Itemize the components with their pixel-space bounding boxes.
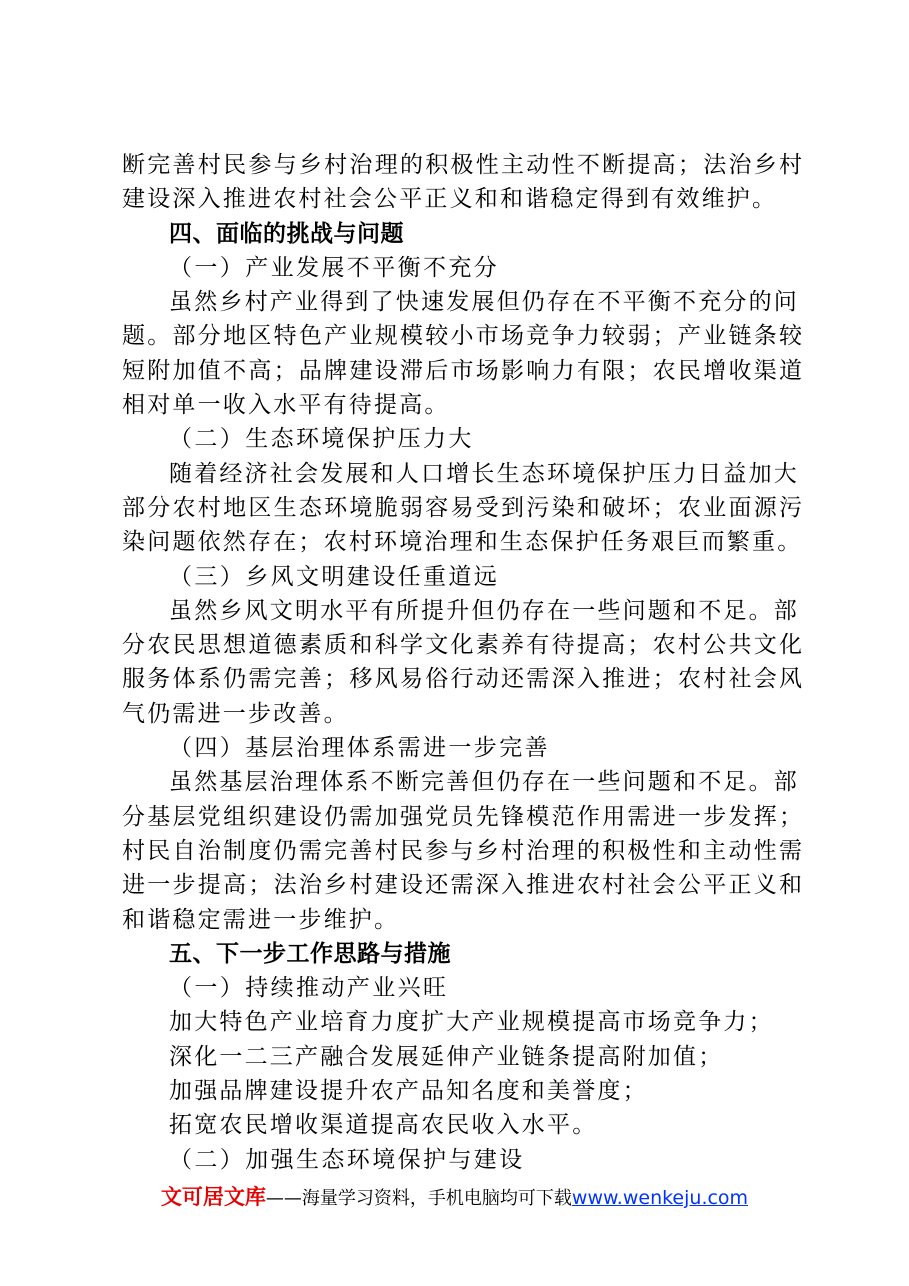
- footer-banner: [0, 1184, 909, 1212]
- paragraph-line: 短附加值不高；品牌建设滞后市场影响力有限；农民增收渠道: [122, 357, 802, 384]
- paragraph-line: 加强品牌建设提升农产品知名度和美誉度；: [169, 1078, 648, 1105]
- footer-brand: 文可居文库: [160, 1185, 266, 1209]
- subsection-heading: （一）持续推动产业兴旺: [169, 975, 449, 1002]
- paragraph-line: 染问题依然存在；农村环境治理和生态保护任务艰巨而繁重。: [122, 529, 803, 556]
- paragraph-line: 服务体系仍需完善；移风易俗行动还需深入推进；农村社会风: [122, 666, 802, 693]
- paragraph-line: 和谐稳定需进一步维护。: [122, 906, 400, 933]
- paragraph-line: 加大特色产业培育力度扩大产业规模提高市场竞争力；: [169, 1009, 774, 1036]
- paragraph-line: 气仍需进一步改善。: [122, 700, 349, 727]
- paragraph-line: 建设深入推进农村社会公平正义和和谐稳定得到有效维护。: [122, 186, 778, 213]
- subsection-heading: （三）乡风文明建设任重道远: [169, 563, 500, 590]
- paragraph-line: 断完善村民参与乡村治理的积极性主动性不断提高；法治乡村: [122, 152, 802, 178]
- subsection-heading: （四）基层治理体系需进一步完善: [169, 735, 550, 762]
- section-heading: 四、面临的挑战与问题: [169, 220, 404, 247]
- paragraph-line: 村民自治制度仍需完善村民参与乡村治理的积极性和主动性需: [122, 837, 802, 864]
- footer-site-link[interactable]: www.wenkeju.com: [571, 1187, 749, 1209]
- paragraph-line: 题。部分地区特色产业规模较小市场竞争力较弱；产业链条较: [122, 323, 802, 350]
- paragraph-line: 虽然乡风文明水平有所提升但仍存在一些问题和不足。部: [169, 597, 799, 624]
- paragraph-line: 随着经济社会发展和人口增长生态环境保护压力日益加大: [169, 460, 799, 487]
- paragraph-line: 部分农村地区生态环境脆弱容易受到污染和破坏；农业面源污: [122, 494, 802, 521]
- subsection-heading: （二）生态环境保护压力大: [169, 426, 474, 453]
- footer-slogan: ——海量学习资料，手机电脑均可下载: [265, 1188, 572, 1209]
- section-heading: 五、下一步工作思路与措施: [169, 940, 451, 967]
- paragraph-line: 虽然基层治理体系不断完善但仍存在一些问题和不足。部: [169, 769, 799, 796]
- document-body: [122, 148, 802, 1177]
- paragraph-line: 分基层党组织建设仍需加强党员先锋模范作用需进一步发挥；: [122, 803, 802, 830]
- paragraph-line: 进一步提高；法治乡村建设还需深入推进农村社会公平正义和: [122, 872, 802, 899]
- paragraph-line: 虽然乡村产业得到了快速发展但仍存在不平衡不充分的问: [169, 289, 799, 316]
- paragraph-line: 分农民思想道德素质和科学文化素养有待提高；农村公共文化: [122, 632, 802, 659]
- subsection-heading: （二）加强生态环境保护与建设: [169, 1146, 525, 1173]
- paragraph-line: 相对单一收入水平有待提高。: [122, 392, 450, 419]
- paragraph-line: 深化一二三产融合发展延伸产业链条提高附加值；: [169, 1043, 724, 1070]
- subsection-heading: （一）产业发展不平衡不充分: [169, 254, 500, 281]
- paragraph-line: 拓宽农民增收渠道提高农民收入水平。: [169, 1112, 598, 1139]
